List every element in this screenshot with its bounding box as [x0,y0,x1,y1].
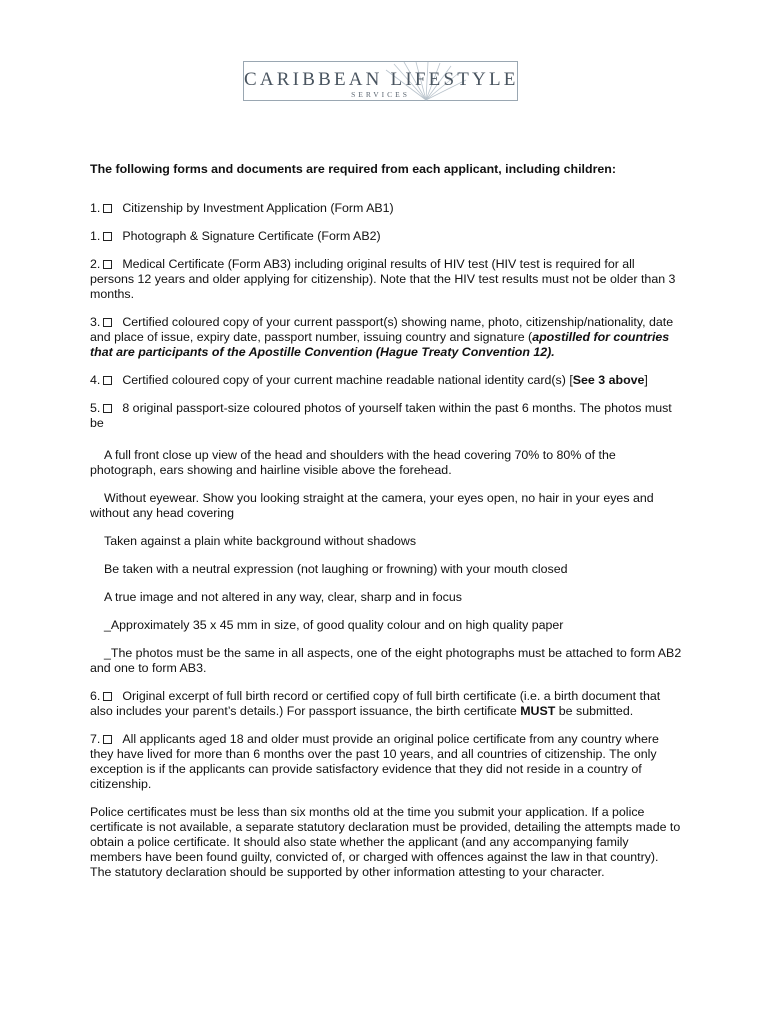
checkbox-icon[interactable] [103,260,112,269]
item-text-end: be submitted. [555,704,634,718]
document-body [90,162,682,893]
checkbox-icon[interactable] [103,404,112,413]
item-number: 1. [90,229,101,243]
item-number: 3. [90,315,101,329]
photo-requirement: Taken against a plain white background without shadows [104,534,417,548]
item-text: Certified coloured copy of your current machine readable national identity card(s) [ [122,373,573,387]
checkbox-icon[interactable] [103,735,112,744]
photo-requirement: A full front close up view of the head and shoulders with the head covering 70% to 80% of the photograph, ears showing and hairline visible above the forehead. [90,448,616,477]
police-certificate-paragraph: Police certificates must be less than six months old at the time you submit your application. If a police certificate is not available, a separate statutory declaration must be provided, detailing the attempts made to obtain a police certificate. It should also state whether the applicant (and any accompanying family members have been found guilty, convicted of, or charged with offences against the law in that country). The statutory declaration should be supported by other information attesting to your character. [90,805,681,879]
checkbox-icon[interactable] [103,204,112,213]
photo-requirement: A true image and not altered in any way, clear, sharp and in focus [104,590,462,604]
item-text: Photograph & Signature Certificate (Form AB2) [122,229,381,243]
photo-requirement: _The photos must be the same in all aspects, one of the eight photographs must be attached to form AB2 and one to form AB3. [90,646,682,675]
item-text-end: . [551,345,555,359]
photo-requirement: Without eyewear. Show you looking straight at the camera, your eyes open, no hair in your eyes and without any head covering [90,491,654,520]
item-emphasis: See 3 above [572,373,645,387]
checkbox-icon[interactable] [103,692,112,701]
item-number: 1. [90,201,101,215]
item-text: 8 original passport-size coloured photos of yourself taken within the past 6 months. The photos must be [90,401,672,430]
item-emphasis: MUST [520,704,556,718]
logo-wordmark: CARIBBEAN LIFESTYLE [244,69,519,90]
item-text: Certified coloured copy of your current passport(s) showing name, photo, citizenship/nationality, date and place of issue, expiry date, passport number, issuing country and signature ( [90,315,674,344]
item-text-end: ] [644,373,648,387]
list-item-police-certificate [90,732,682,792]
item-number: 6. [90,689,101,703]
list-item-passport-copy [90,315,682,360]
item-number: 4. [90,373,101,387]
item-text: Citizenship by Investment Application (Form AB1) [122,201,394,215]
logo-subtitle: SERVICES [351,90,410,99]
list-item-birth-certificate [90,689,682,719]
list-item-medical-certificate [90,257,682,302]
item-number: 5. [90,401,101,415]
item-number: 2. [90,257,101,271]
checkbox-icon[interactable] [103,232,112,241]
photo-requirement: Be taken with a neutral expression (not laughing or frowning) with your mouth closed [104,562,568,576]
checkbox-icon[interactable] [103,376,112,385]
list-item-identity-card [90,373,682,388]
checkbox-icon[interactable] [103,318,112,327]
item-text: All applicants aged 18 and older must provide an original police certificate from any country where they have lived for more than 6 months over the past 10 years, and all countries of citizenship. The only exception is if the applicants can provide satisfactory evidence that they did not reside in a country of citizenship. [90,732,659,791]
list-item-form-ab2 [90,229,682,244]
company-logo [243,61,518,101]
list-item-form-ab1 [90,201,682,216]
document-heading: The following forms and documents are required from each applicant, including children: [90,162,616,176]
item-text: Original excerpt of full birth record or certified copy of full birth certificate (i.e. a birth document that also includes your parent’s details.) For passport issuance, the birth certificate [90,689,661,718]
item-number: 7. [90,732,101,746]
list-item-photos [90,401,682,431]
photo-requirement: _Approximately 35 x 45 mm in size, of good quality colour and on high quality paper [104,618,564,632]
item-emphasis: apostilled for countries that are participants of the Apostille Convention (Hague Treaty Convention 12) [90,330,670,359]
item-text: Medical Certificate (Form AB3) including original results of HIV test (HIV test is required for all persons 12 years and older applying for citizenship). Note that the HIV test results must not be older than 3 months. [90,257,676,301]
